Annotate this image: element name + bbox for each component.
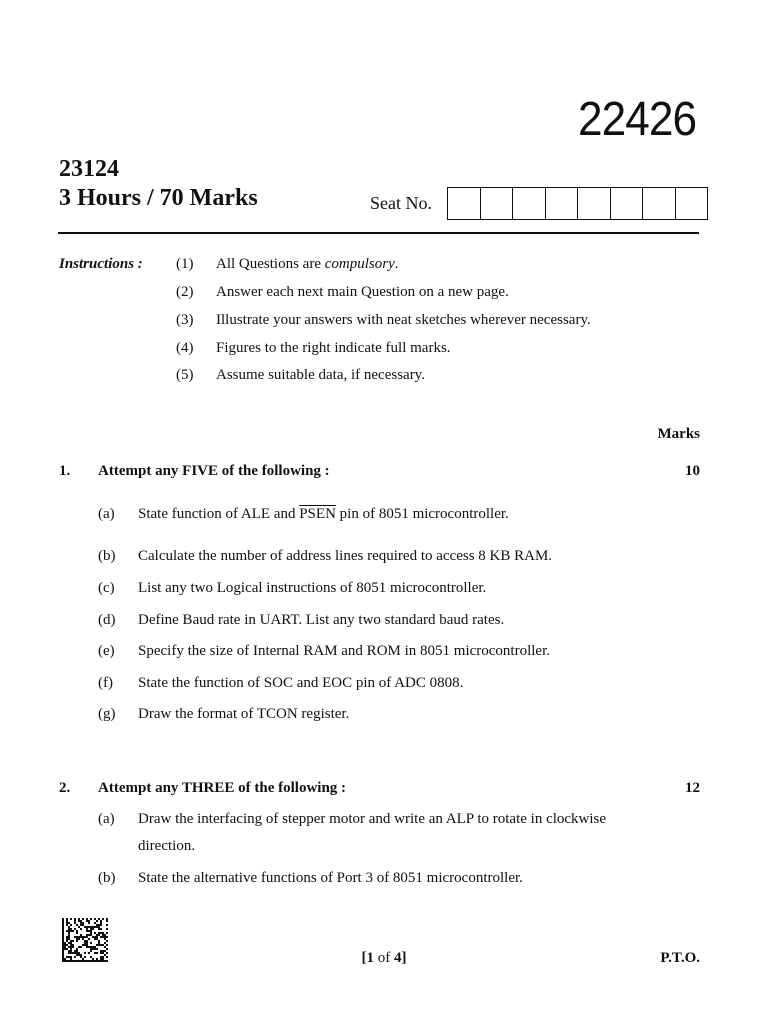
datamatrix-module <box>68 946 70 948</box>
instruction-text: Answer each next main Question on a new page. <box>216 284 509 300</box>
datamatrix-module <box>70 940 72 942</box>
datamatrix-module <box>98 944 100 946</box>
datamatrix-module <box>92 936 94 938</box>
question-title: Attempt any THREE of the following : <box>98 780 347 796</box>
datamatrix-module <box>86 946 88 948</box>
datamatrix-module <box>102 936 104 938</box>
datamatrix-module <box>66 944 68 946</box>
datamatrix-module <box>76 932 78 934</box>
datamatrix-module <box>106 928 108 930</box>
datamatrix-module <box>98 924 100 926</box>
datamatrix-module <box>90 946 92 948</box>
instruction-text-end: . <box>394 256 399 272</box>
page-indicator <box>0 950 768 967</box>
sub-question <box>98 580 486 597</box>
datamatrix-module <box>102 944 104 946</box>
sub-question-label: (g) <box>98 706 116 722</box>
datamatrix-module <box>88 946 90 948</box>
datamatrix-module <box>62 930 64 932</box>
datamatrix-module <box>90 918 92 920</box>
datamatrix-module <box>76 936 78 938</box>
datamatrix-module <box>86 918 88 920</box>
datamatrix-module <box>78 946 80 948</box>
datamatrix-module <box>86 926 88 928</box>
seat-number-boxes[interactable] <box>447 187 708 220</box>
datamatrix-module <box>64 942 66 944</box>
datamatrix-module <box>76 930 78 932</box>
datamatrix-module <box>94 932 96 934</box>
header-divider <box>58 232 699 234</box>
datamatrix-module <box>62 918 64 920</box>
sub-question-text: Calculate the number of address lines required to access 8 KB RAM. <box>138 548 553 564</box>
sub-question-continuation: direction. <box>138 838 196 854</box>
seat-digit-box[interactable] <box>513 188 546 219</box>
datamatrix-module <box>66 924 68 926</box>
seat-digit-box[interactable] <box>676 188 708 219</box>
datamatrix-module <box>78 918 80 920</box>
datamatrix-module <box>70 942 72 944</box>
datamatrix-module <box>102 932 104 934</box>
datamatrix-module <box>62 938 64 940</box>
page-bracket-open: [ <box>361 950 367 966</box>
datamatrix-module <box>100 924 102 926</box>
datamatrix-module <box>68 936 70 938</box>
seat-digit-box[interactable] <box>448 188 481 219</box>
datamatrix-module <box>94 936 96 938</box>
datamatrix-module <box>72 946 74 948</box>
datamatrix-module <box>92 926 94 928</box>
datamatrix-module <box>74 918 76 920</box>
seat-digit-box[interactable] <box>611 188 644 219</box>
datamatrix-module <box>62 936 64 938</box>
datamatrix-module <box>66 918 68 920</box>
datamatrix-module <box>62 942 64 944</box>
datamatrix-module <box>86 930 88 932</box>
datamatrix-module <box>94 938 96 940</box>
datamatrix-module <box>86 934 88 936</box>
sub-question <box>98 870 523 887</box>
datamatrix-module <box>84 936 86 938</box>
datamatrix-module <box>84 942 86 944</box>
datamatrix-module <box>88 920 90 922</box>
datamatrix-module <box>82 922 84 924</box>
datamatrix-module <box>86 944 88 946</box>
datamatrix-module <box>82 944 84 946</box>
datamatrix-module <box>104 936 106 938</box>
datamatrix-module <box>96 920 98 922</box>
datamatrix-module <box>68 938 70 940</box>
datamatrix-module <box>80 922 82 924</box>
datamatrix-module <box>68 934 70 936</box>
datamatrix-module <box>80 928 82 930</box>
datamatrix-module <box>88 934 90 936</box>
seat-digit-box[interactable] <box>578 188 611 219</box>
datamatrix-module <box>62 932 64 934</box>
datamatrix-module <box>104 942 106 944</box>
datamatrix-module <box>74 920 76 922</box>
datamatrix-module <box>84 926 86 928</box>
question-number: 1. <box>59 463 71 479</box>
datamatrix-module <box>66 920 68 922</box>
datamatrix-module <box>100 944 102 946</box>
datamatrix-module <box>78 926 80 928</box>
datamatrix-module <box>64 946 66 948</box>
datamatrix-module <box>64 944 66 946</box>
datamatrix-module <box>66 936 68 938</box>
question-title: Attempt any FIVE of the following : <box>98 463 330 479</box>
seat-number-label: Seat No. <box>370 193 432 213</box>
sub-question <box>98 706 349 723</box>
datamatrix-module <box>70 930 72 932</box>
datamatrix-module <box>90 932 92 934</box>
datamatrix-module <box>62 940 64 942</box>
instructions-label: Instructions : <box>59 256 143 272</box>
datamatrix-module <box>96 924 98 926</box>
sub-question-text-end: pin of 8051 microcontroller. <box>335 506 509 522</box>
datamatrix-module <box>102 918 104 920</box>
datamatrix-module <box>66 938 68 940</box>
datamatrix-module <box>100 936 102 938</box>
datamatrix-module <box>62 926 64 928</box>
instruction-item <box>176 256 398 273</box>
datamatrix-module <box>74 928 76 930</box>
datamatrix-module <box>88 930 90 932</box>
datamatrix-module <box>90 930 92 932</box>
datamatrix-module <box>106 924 108 926</box>
datamatrix-module <box>62 924 64 926</box>
datamatrix-module <box>76 924 78 926</box>
datamatrix-module <box>100 922 102 924</box>
instruction-number: (3) <box>176 312 194 328</box>
datamatrix-module <box>66 922 68 924</box>
datamatrix-module <box>68 932 70 934</box>
datamatrix-module <box>74 936 76 938</box>
seat-digit-box[interactable] <box>546 188 579 219</box>
sub-question-label: (d) <box>98 612 116 628</box>
datamatrix-module <box>98 918 100 920</box>
marks-heading: Marks <box>657 426 700 442</box>
datamatrix-module <box>92 946 94 948</box>
sub-question-text: State the function of SOC and EOC pin of ADC 0808. <box>138 675 464 691</box>
datamatrix-module <box>102 934 104 936</box>
sub-question <box>98 548 552 565</box>
datamatrix-module <box>62 928 64 930</box>
datamatrix-module <box>86 942 88 944</box>
page-bracket-close: ] <box>401 950 407 966</box>
seat-digit-box[interactable] <box>643 188 676 219</box>
datamatrix-module <box>82 924 84 926</box>
datamatrix-module <box>62 922 64 924</box>
datamatrix-module <box>88 926 90 928</box>
datamatrix-module <box>104 934 106 936</box>
datamatrix-module <box>68 942 70 944</box>
datamatrix-module <box>106 918 108 920</box>
datamatrix-module <box>80 934 82 936</box>
datamatrix-module <box>80 946 82 948</box>
instruction-text: Figures to the right indicate full marks. <box>216 340 451 356</box>
datamatrix-module <box>66 930 68 932</box>
question-marks: 10 <box>685 463 700 479</box>
instruction-number: (4) <box>176 340 194 356</box>
sub-question-text: Draw the interfacing of stepper motor and write an ALP to rotate in clockwise <box>138 811 607 827</box>
datamatrix-module <box>82 936 84 938</box>
datamatrix-module <box>86 936 88 938</box>
datamatrix-module <box>94 918 96 920</box>
datamatrix-module <box>96 938 98 940</box>
instruction-item <box>176 340 451 357</box>
page-total: 4 <box>394 950 402 966</box>
datamatrix-module <box>100 932 102 934</box>
datamatrix-module <box>80 924 82 926</box>
datamatrix-module <box>72 940 74 942</box>
datamatrix-module <box>70 944 72 946</box>
datamatrix-module <box>82 938 84 940</box>
datamatrix-module <box>78 936 80 938</box>
datamatrix-module <box>80 936 82 938</box>
instruction-item <box>176 284 509 301</box>
sub-question <box>98 811 606 828</box>
datamatrix-module <box>68 928 70 930</box>
datamatrix-module <box>98 928 100 930</box>
sub-question-label: (e) <box>98 643 115 659</box>
datamatrix-module <box>96 936 98 938</box>
sub-question-label: (a) <box>98 506 115 522</box>
instruction-number: (5) <box>176 367 194 383</box>
datamatrix-module <box>90 942 92 944</box>
instruction-number: (2) <box>176 284 194 300</box>
page-current: 1 <box>366 950 374 966</box>
instruction-text: Assume suitable data, if necessary. <box>216 367 425 383</box>
question-number: 2. <box>59 780 71 796</box>
datamatrix-module <box>62 934 64 936</box>
sub-question-text: State the alternative functions of Port 3 of 8051 microcontroller. <box>138 870 523 886</box>
datamatrix-module <box>98 942 100 944</box>
datamatrix-module <box>68 930 70 932</box>
instruction-number: (1) <box>176 256 194 272</box>
sub-question <box>98 643 550 660</box>
datamatrix-module <box>76 940 78 942</box>
datamatrix-module <box>106 932 108 934</box>
datamatrix-module <box>98 932 100 934</box>
datamatrix-module <box>72 944 74 946</box>
datamatrix-module <box>96 944 98 946</box>
instruction-text: Illustrate your answers with neat sketches wherever necessary. <box>216 312 591 328</box>
datamatrix-module <box>74 922 76 924</box>
datamatrix-module <box>96 926 98 928</box>
psen-overline-text: PSEN <box>299 506 336 522</box>
instruction-item <box>176 312 591 329</box>
sub-question-text: List any two Logical instructions of 8051 microcontroller. <box>138 580 487 596</box>
datamatrix-module <box>68 926 70 928</box>
datamatrix-module <box>90 934 92 936</box>
datamatrix-module <box>94 926 96 928</box>
instruction-text: All Questions are <box>216 256 325 272</box>
seat-digit-box[interactable] <box>481 188 514 219</box>
datamatrix-module <box>94 946 96 948</box>
datamatrix-module <box>104 946 106 948</box>
datamatrix-module <box>68 922 70 924</box>
datamatrix-module <box>88 938 90 940</box>
datamatrix-module <box>70 918 72 920</box>
datamatrix-module <box>106 944 108 946</box>
datamatrix-module <box>90 926 92 928</box>
sub-question-text: Draw the format of TCON register. <box>138 706 350 722</box>
sub-question <box>98 612 504 629</box>
datamatrix-module <box>86 928 88 930</box>
datamatrix-module <box>100 920 102 922</box>
instruction-emphasis: compulsory <box>324 256 395 272</box>
datamatrix-module <box>78 920 80 922</box>
datamatrix-module <box>104 938 106 940</box>
paper-code: 22426 <box>578 93 697 146</box>
datamatrix-module <box>70 924 72 926</box>
datamatrix-module <box>98 926 100 928</box>
sub-question-text: Specify the size of Internal RAM and ROM in 8051 microcontroller. <box>138 643 550 659</box>
datamatrix-module <box>98 940 100 942</box>
datamatrix-module <box>62 946 64 948</box>
datamatrix-module <box>106 936 108 938</box>
datamatrix-module <box>106 940 108 942</box>
question-marks: 12 <box>685 780 700 796</box>
datamatrix-module <box>62 920 64 922</box>
datamatrix-module <box>76 938 78 940</box>
datamatrix-module <box>70 928 72 930</box>
datamatrix-module <box>86 920 88 922</box>
sub-question-text: Define Baud rate in UART. List any two standard baud rates. <box>138 612 505 628</box>
datamatrix-module <box>96 934 98 936</box>
datamatrix-module <box>66 940 68 942</box>
datamatrix-module <box>62 944 64 946</box>
instruction-item <box>176 367 425 384</box>
datamatrix-module <box>70 946 72 948</box>
datamatrix-module <box>98 934 100 936</box>
duration-marks: 3 Hours / 70 Marks <box>59 185 258 211</box>
datamatrix-module <box>82 918 84 920</box>
datamatrix-module <box>92 928 94 930</box>
datamatrix-module <box>84 940 86 942</box>
pto-label: P.T.O. <box>660 950 700 966</box>
datamatrix-module <box>78 938 80 940</box>
datamatrix-module <box>72 930 74 932</box>
datamatrix-module <box>90 928 92 930</box>
datamatrix-module <box>100 928 102 930</box>
sub-question-text: State function of ALE and <box>138 506 300 522</box>
datamatrix-module <box>80 920 82 922</box>
sub-question-label: (a) <box>98 811 115 827</box>
sub-question-label: (b) <box>98 870 116 886</box>
datamatrix-module <box>86 940 88 942</box>
datamatrix-module <box>94 922 96 924</box>
page-of: of <box>374 950 394 966</box>
sub-question <box>98 506 509 523</box>
sub-question-label: (f) <box>98 675 113 691</box>
sub-question <box>98 675 463 692</box>
datamatrix-module <box>106 920 108 922</box>
datamatrix-module <box>88 922 90 924</box>
sub-question-label: (c) <box>98 580 115 596</box>
sub-question-label: (b) <box>98 548 116 564</box>
datamatrix-module <box>84 944 86 946</box>
subject-code: 23124 <box>59 156 119 182</box>
